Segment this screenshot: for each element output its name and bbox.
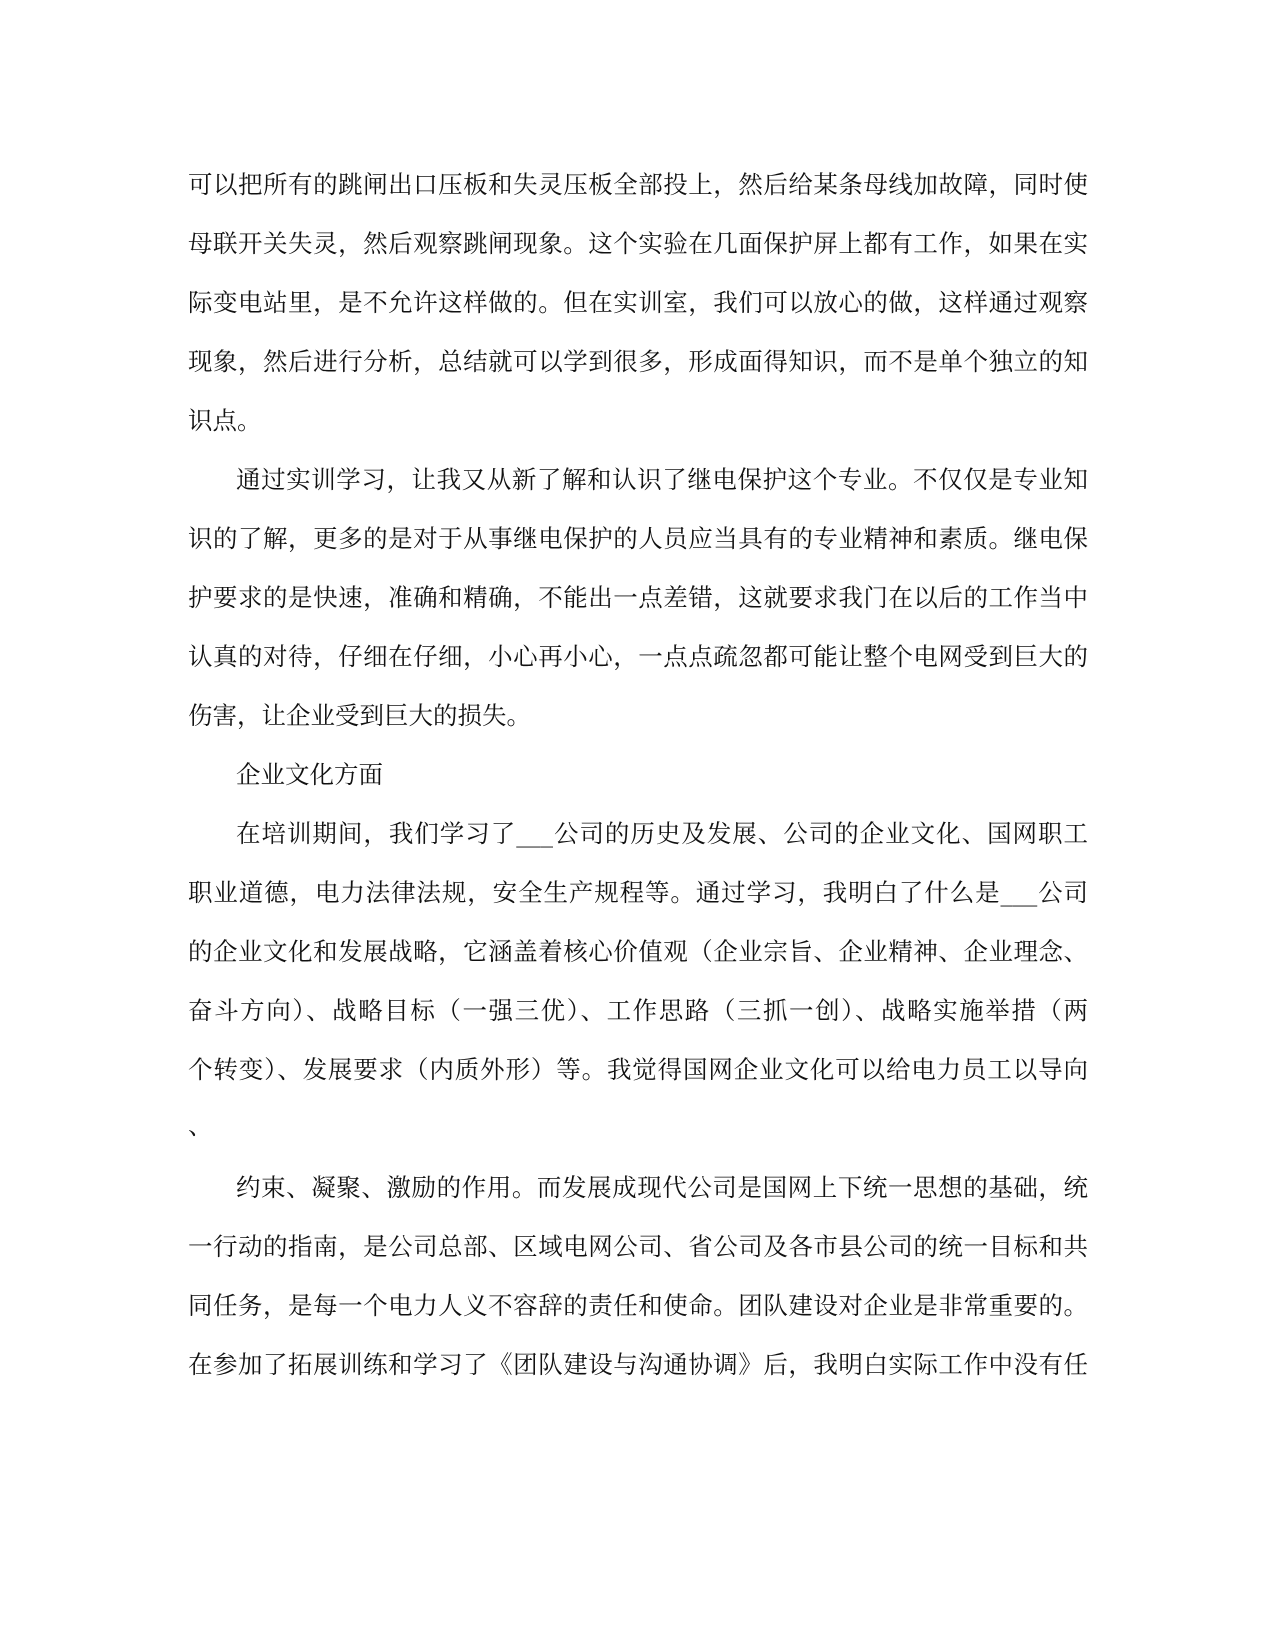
text-line: 护要求的是快速，准确和精确，不能出一点差错，这就要求我门在以后的工作当中 [188,583,1088,612]
paragraph-first-line: 约束、凝聚、激励的作用。而发展成现代公司是国网上下统一思想的基础，统 [236,1173,1088,1202]
text-line: 同任务，是每一个电力人义不容辞的责任和使命。团队建设对企业是非常重要的。 [188,1291,1088,1320]
text-line: 现象，然后进行分析，总结就可以学到很多，形成面得知识，而不是单个独立的知 [188,347,1088,376]
text-line: 际变电站里，是不允许这样做的。但在实训室，我们可以放心的做，这样通过观察 [188,288,1088,317]
paragraph-first-line: 通过实训学习，让我又从新了解和认识了继电保护这个专业。不仅仅是专业知 [236,465,1088,494]
text-line: 母联开关失灵，然后观察跳闸现象。这个实验在几面保护屏上都有工作，如果在实 [188,229,1088,258]
text-line: 伤害，让企业受到巨大的损失。 [188,701,531,730]
text-line: 识点。 [188,406,262,435]
text-line: 可以把所有的跳闸出口压板和失灵压板全部投上，然后给某条母线加故障，同时使 [188,170,1088,199]
text-line: 认真的对待，仔细在仔细，小心再小心，一点点疏忽都可能让整个电网受到巨大的 [188,642,1088,671]
paragraph-first-line: 在培训期间，我们学习了___公司的历史及发展、公司的企业文化、国网职工 [236,819,1088,848]
text-line: 、 [188,1111,213,1140]
text-line: 一行动的指南，是公司总部、区域电网公司、省公司及各市县公司的统一目标和共 [188,1232,1088,1261]
text-line: 个转变）、发展要求（内质外形）等。我觉得国网企业文化可以给电力员工以导向 [188,1055,1088,1084]
text-line: 奋斗方向）、战略目标（一强三优）、工作思路（三抓一创）、战略实施举措（两 [188,996,1088,1025]
section-heading: 企业文化方面 [236,760,383,789]
text-line: 的企业文化和发展战略，它涵盖着核心价值观（企业宗旨、企业精神、企业理念、 [188,937,1088,966]
text-line: 在参加了拓展训练和学习了《团队建设与沟通协调》后，我明白实际工作中没有任 [188,1350,1088,1379]
text-line: 识的了解，更多的是对于从事继电保护的人员应当具有的专业精神和素质。继电保 [188,524,1088,553]
text-line: 职业道德，电力法律法规，安全生产规程等。通过学习，我明白了什么是___公司 [188,878,1088,907]
